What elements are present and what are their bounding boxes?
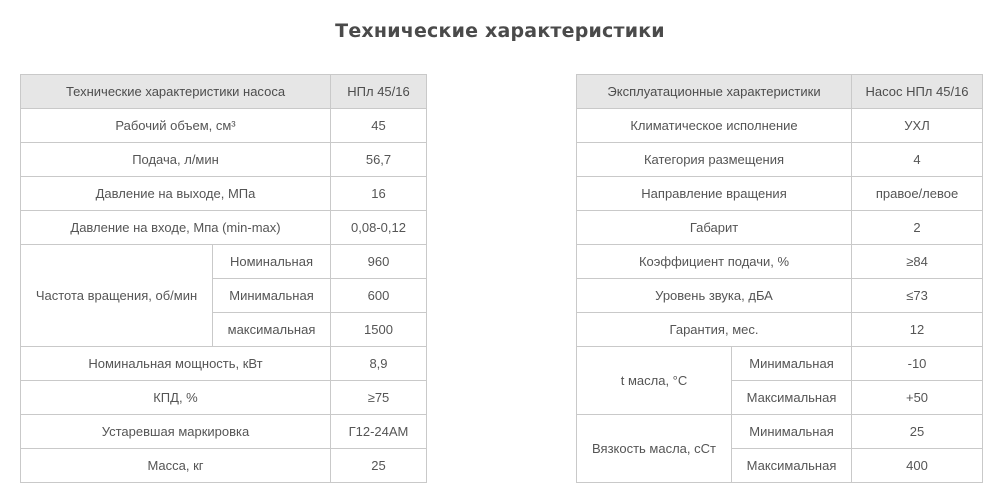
row-value: 0,08-0,12 bbox=[331, 211, 427, 245]
operating-specs-table bbox=[576, 74, 983, 483]
table-row bbox=[21, 109, 427, 143]
table-row bbox=[577, 347, 983, 381]
row-value: 960 bbox=[331, 245, 427, 279]
table-row bbox=[21, 143, 427, 177]
row-label: Гарантия, мес. bbox=[577, 313, 852, 347]
table-row bbox=[577, 313, 983, 347]
table-row bbox=[577, 415, 983, 449]
sub-label: Максимальная bbox=[732, 381, 852, 415]
row-value: 16 bbox=[331, 177, 427, 211]
table-row bbox=[21, 415, 427, 449]
sub-label: максимальная bbox=[213, 313, 331, 347]
row-value: 2 bbox=[852, 211, 983, 245]
row-value: 25 bbox=[331, 449, 427, 483]
row-label: Устаревшая маркировка bbox=[21, 415, 331, 449]
row-label: Масса, кг bbox=[21, 449, 331, 483]
row-value: 25 bbox=[852, 415, 983, 449]
table-row bbox=[577, 279, 983, 313]
row-label: Габарит bbox=[577, 211, 852, 245]
table-row bbox=[577, 245, 983, 279]
table-row bbox=[21, 211, 427, 245]
sub-label: Минимальная bbox=[732, 415, 852, 449]
table-header-row bbox=[577, 75, 983, 109]
row-value: 56,7 bbox=[331, 143, 427, 177]
row-value: ≥84 bbox=[852, 245, 983, 279]
table-row bbox=[577, 109, 983, 143]
row-value: ≥75 bbox=[331, 381, 427, 415]
table-header-row bbox=[21, 75, 427, 109]
row-label: Климатическое исполнение bbox=[577, 109, 852, 143]
table-row bbox=[21, 381, 427, 415]
row-label: Номинальная мощность, кВт bbox=[21, 347, 331, 381]
row-label: Направление вращения bbox=[577, 177, 852, 211]
row-label: КПД, % bbox=[21, 381, 331, 415]
row-label: Категория размещения bbox=[577, 143, 852, 177]
header-param-cell: Технические характеристики насоса bbox=[21, 75, 331, 109]
row-value: Г12-24АМ bbox=[331, 415, 427, 449]
row-label: Давление на входе, Мпа (min-max) bbox=[21, 211, 331, 245]
table-row bbox=[577, 211, 983, 245]
row-label: Давление на выходе, МПа bbox=[21, 177, 331, 211]
sub-label: Номинальная bbox=[213, 245, 331, 279]
row-value: УХЛ bbox=[852, 109, 983, 143]
sub-label: Минимальная bbox=[732, 347, 852, 381]
row-value: 1500 bbox=[331, 313, 427, 347]
row-value: 8,9 bbox=[331, 347, 427, 381]
row-label: Уровень звука, дБА bbox=[577, 279, 852, 313]
table-row bbox=[21, 347, 427, 381]
row-value: ≤73 bbox=[852, 279, 983, 313]
table-row bbox=[577, 177, 983, 211]
row-value: 45 bbox=[331, 109, 427, 143]
row-value: 400 bbox=[852, 449, 983, 483]
header-value-cell: НПл 45/16 bbox=[331, 75, 427, 109]
row-label: Рабочий объем, см³ bbox=[21, 109, 331, 143]
row-value: 12 bbox=[852, 313, 983, 347]
header-param-cell: Эксплуатационные характеристики bbox=[577, 75, 852, 109]
row-label: Вязкость масла, сСт bbox=[577, 415, 732, 483]
table-row bbox=[21, 245, 427, 279]
row-value: 4 bbox=[852, 143, 983, 177]
row-label: t масла, °С bbox=[577, 347, 732, 415]
table-row bbox=[21, 177, 427, 211]
row-value: 600 bbox=[331, 279, 427, 313]
table-row bbox=[21, 449, 427, 483]
table-row bbox=[577, 143, 983, 177]
row-label: Коэффициент подачи, % bbox=[577, 245, 852, 279]
row-value: +50 bbox=[852, 381, 983, 415]
page-title: Технические характеристики bbox=[335, 20, 665, 42]
row-value: -10 bbox=[852, 347, 983, 381]
header-value-cell: Насос НПл 45/16 bbox=[852, 75, 983, 109]
sub-label: Максимальная bbox=[732, 449, 852, 483]
sub-label: Минимальная bbox=[213, 279, 331, 313]
row-label: Частота вращения, об/мин bbox=[21, 245, 213, 347]
row-value: правое/левое bbox=[852, 177, 983, 211]
pump-specs-table bbox=[20, 74, 427, 483]
row-label: Подача, л/мин bbox=[21, 143, 331, 177]
